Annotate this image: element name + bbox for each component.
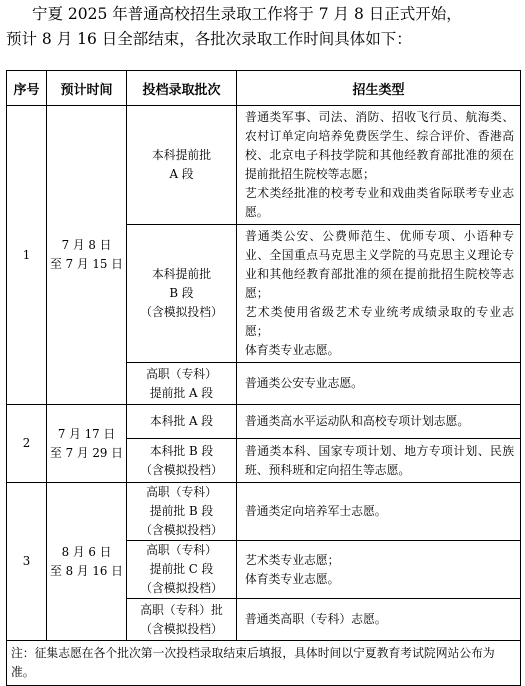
type-line: 普通类本科、国家专项计划、地方专项计划、民族班、预科班和定向招生等志愿。: [245, 443, 514, 477]
batch-line: A 段: [169, 167, 194, 181]
type-line: 普通类高水平运动队和高校专项计划志愿。: [245, 414, 470, 428]
admission-schedule-table: [6, 70, 521, 686]
batch-line: 提前批 B 段: [149, 504, 214, 518]
time-end: 至 7 月 29 日: [50, 445, 123, 460]
type-cell: [237, 106, 521, 225]
type-cell: [237, 439, 521, 483]
header-batch: 投档录取批次: [127, 71, 237, 106]
type-cell: [237, 541, 521, 599]
table-note: 注：征集志愿在各个批次第一次投档录取结束后填报，具体时间以宁夏教育考试院网站公布为准。: [7, 641, 521, 686]
batch-line: （含模拟投档）: [140, 621, 223, 636]
batch-line: 提前批 A 段: [149, 385, 214, 400]
batch-line: （含模拟投档）: [140, 305, 223, 319]
type-line: 体育类专业志愿。: [245, 343, 340, 357]
batch-line: （含模拟投档）: [140, 523, 223, 537]
type-line: 艺术类经批准的校考专业和戏曲类省际联考专业志愿。: [245, 186, 514, 219]
header-seq: 序号: [7, 71, 47, 106]
table-row: [7, 405, 521, 439]
type-cell: [237, 363, 521, 405]
time-cell: [47, 106, 127, 405]
type-line: 普通类公安专业志愿。: [245, 376, 363, 390]
type-line: 普通类定向培养军士志愿。: [245, 504, 387, 518]
type-line: 艺术类使用省级艺术专业统考成绩录取的专业志愿；: [245, 305, 514, 338]
time-start: 8 月 6 日: [61, 544, 112, 559]
table-row: [7, 483, 521, 541]
batch-line: 高职（专科）: [146, 485, 217, 499]
type-line: 体育类专业志愿。: [245, 571, 340, 586]
header-time: 预计时间: [47, 71, 127, 106]
batch-cell: [127, 405, 237, 439]
type-cell: [237, 483, 521, 541]
time-end: 至 8 月 16 日: [50, 563, 123, 578]
seq-cell: 1: [7, 106, 47, 405]
batch-line: 高职（专科）: [146, 543, 217, 557]
batch-line: 本科提前批: [152, 267, 211, 281]
intro-line-2: 预计 8 月 16 日全部结束，各批次录取工作时间具体如下：: [6, 30, 412, 48]
batch-cell: [127, 106, 237, 225]
batch-line: 高职（专科）批: [140, 602, 223, 617]
header-type: 招生类型: [237, 71, 521, 106]
time-start: 7 月 8 日: [61, 238, 112, 252]
intro-line-1: 宁夏 2025 年普通高校招生录取工作将于 7 月 8 日正式开始，: [32, 5, 462, 23]
table-header-row: [7, 71, 521, 106]
type-cell: [237, 599, 521, 641]
batch-cell: [127, 483, 237, 541]
seq-cell: 3: [7, 483, 47, 641]
batch-line: 本科批 B 段: [149, 443, 214, 458]
batch-line: 本科批 A 段: [149, 414, 214, 428]
batch-cell: [127, 439, 237, 483]
batch-line: 本科提前批: [152, 148, 211, 162]
type-cell: [237, 225, 521, 363]
note-row: [7, 641, 521, 686]
batch-cell: [127, 599, 237, 641]
time-cell: [47, 483, 127, 641]
time-start: 7 月 17 日: [57, 426, 116, 441]
batch-cell: [127, 225, 237, 363]
batch-cell: [127, 363, 237, 405]
batch-line: 高职（专科）: [146, 366, 217, 381]
intro-paragraph: [6, 2, 520, 52]
type-line: 普通类高职（专科）志愿。: [245, 612, 387, 626]
type-line: 艺术类专业志愿；: [245, 552, 340, 567]
type-line: 普通类公安、公费师范生、优师专项、小语种专业、全国重点马克思主义学院的马克思主义理论专业和其他经教育部批准的须在提前批招生院校等志愿；: [245, 229, 514, 300]
batch-line: （含模拟投档）: [140, 462, 223, 477]
seq-cell: 2: [7, 405, 47, 483]
batch-line: 提前批 C 段: [149, 562, 214, 576]
time-cell: [47, 405, 127, 483]
type-line: 普通类军事、司法、消防、招收飞行员、航海类、农村订单定向培养免费医学生、综合评价、香港高校、北京电子科技学院和其他经教育部批准的须在提前批招生院校等志愿；: [245, 110, 514, 181]
time-end: 至 7 月 15 日: [50, 257, 123, 271]
batch-cell: [127, 541, 237, 599]
batch-line: B 段: [169, 286, 194, 300]
table-row: [7, 106, 521, 225]
type-cell: [237, 405, 521, 439]
batch-line: （含模拟投档）: [140, 581, 223, 595]
